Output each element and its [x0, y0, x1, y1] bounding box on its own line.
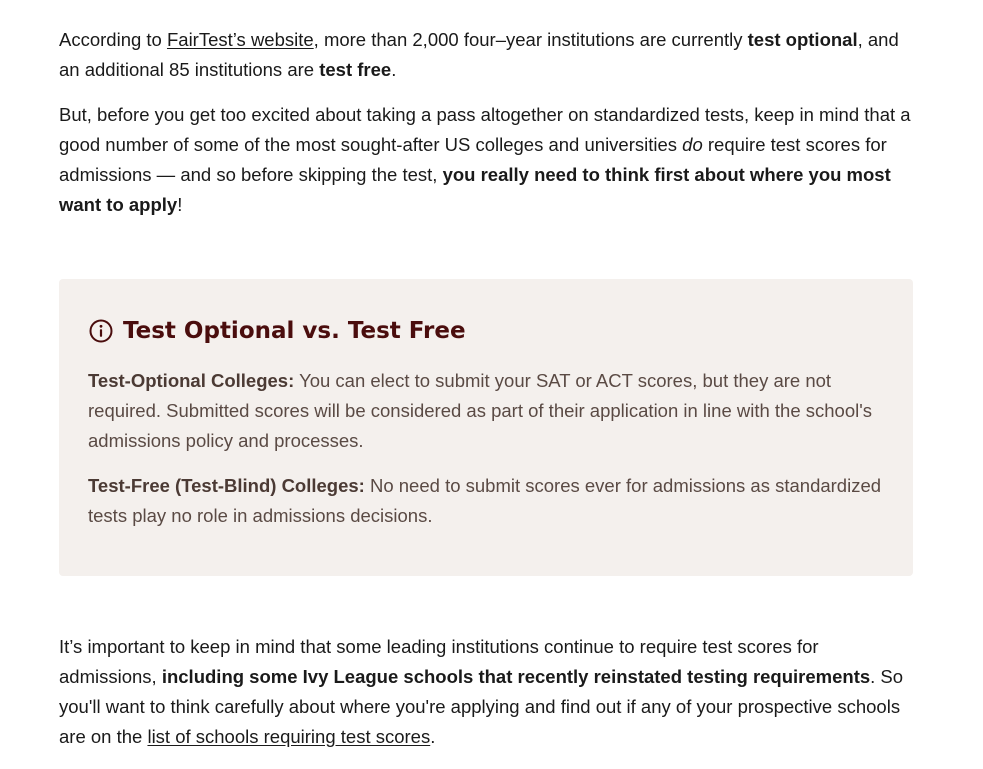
test-free-definition	[88, 471, 883, 531]
intro-section	[59, 25, 919, 220]
definition-term: Test-Free (Test-Blind) Colleges:	[88, 475, 365, 496]
fairtest-website-link[interactable]: FairTest’s website	[166, 29, 314, 50]
test-optional-emphasis: test optional	[747, 29, 858, 50]
definition-text: You can elect to submit your SAT or ACT scores, but they are not required. Submitted scores will be considered as part of their application in line with the school's admissions policy and processes.	[88, 370, 873, 451]
intro-text: But, before you get too excited about taking a pass altogether on standardized tests, keep in mind that a good number of some of the most sought-after US colleges and universities	[59, 104, 911, 155]
apply-emphasis: you really need to think first about where you most want to apply	[59, 164, 891, 215]
intro-text: According to	[59, 29, 167, 50]
closing-text: It’s important to keep in mind that some leading institutions continue to require test scores for admissions,	[59, 636, 819, 687]
intro-text: require test scores for admissions — and so before skipping the test,	[59, 134, 887, 185]
intro-text: , more than 2,000 four–year institutions are currently	[313, 29, 748, 50]
intro-paragraph-1	[59, 25, 919, 85]
test-optional-definition	[88, 366, 883, 456]
intro-text: !	[177, 194, 183, 215]
closing-section	[59, 632, 919, 752]
intro-text: .	[391, 59, 397, 80]
callout-title	[88, 315, 883, 347]
ivy-league-emphasis: including some Ivy League schools that recently reinstated testing requirements	[161, 666, 871, 687]
info-circle-icon	[88, 318, 114, 344]
info-callout-box	[59, 279, 913, 576]
closing-text: .	[430, 726, 436, 747]
closing-text: . So you'll want to think carefully about where you're applying and find out if any of your prospective schools are on the	[59, 666, 904, 747]
definition-term: Test-Optional Colleges:	[88, 370, 295, 391]
intro-text: , and an additional 85 institutions are	[59, 29, 899, 80]
do-emphasis: do	[682, 134, 703, 155]
test-free-emphasis: test free	[319, 59, 392, 80]
closing-paragraph	[59, 632, 919, 752]
schools-requiring-scores-link[interactable]: list of schools requiring test scores	[147, 726, 431, 747]
intro-paragraph-2	[59, 100, 919, 220]
definition-text: No need to submit scores ever for admissions as standardized tests play no role in admissions decisions.	[88, 475, 882, 526]
callout-title-text: Test Optional vs. Test Free	[123, 318, 466, 344]
